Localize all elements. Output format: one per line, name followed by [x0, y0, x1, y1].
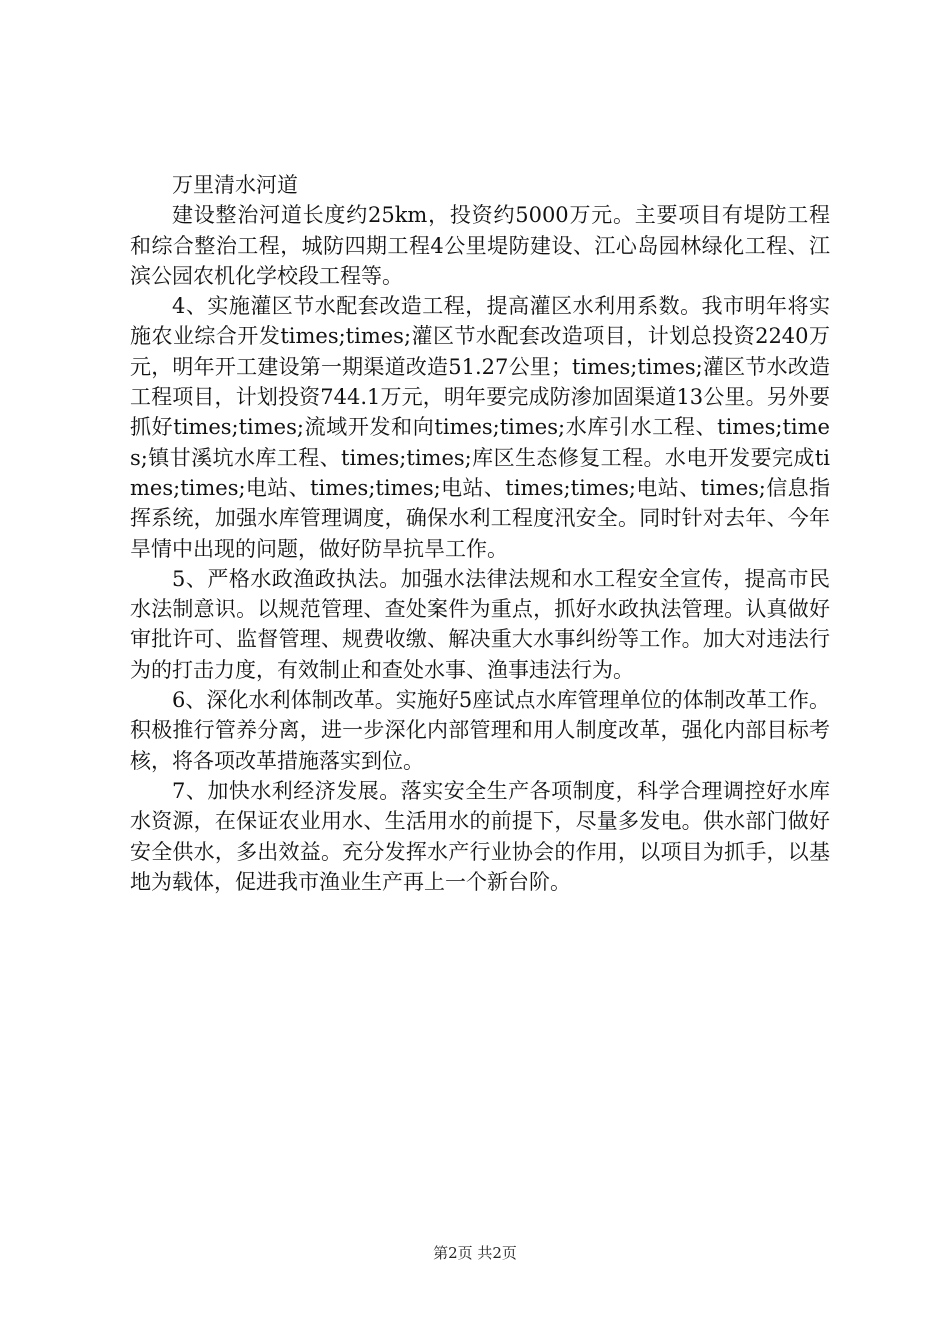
paragraph-item-7: 7、加快水利经济发展。落实安全生产各项制度，科学合理调控好水库水资源，在保证农业用水、生活用水的前提下，尽量多发电。供水部门做好安全供水，多出效益。充分发挥水产行业协会的作用，以项目为抓手，以基地为载体，促进我市渔业生产再上一个新台阶。 [130, 778, 830, 894]
page-number-footer: 第2页 共2页 [433, 1244, 517, 1262]
paragraph-item-5: 5、严格水政渔政执法。加强水法律法规和水工程安全宣传，提高市民水法制意识。以规范管理、查处案件为重点，抓好水政执法管理。认真做好审批许可、监督管理、规费收缴、解决重大水事纠纷等工作。加大对违法行为的打击力度，有效制止和查处水事、渔事违法行为。 [130, 566, 830, 682]
document-body [130, 170, 830, 897]
paragraph-item-6: 6、深化水利体制改革。实施好5座试点水库管理单位的体制改革工作。积极推行管养分离，进一步深化内部管理和用人制度改革，强化内部目标考核，将各项改革措施落实到位。 [130, 688, 830, 773]
paragraph-item-4: 4、实施灌区节水配套改造工程，提高灌区水利用系数。我市明年将实施农业综合开发times;times;灌区节水配套改造项目，计划总投资2240万元，明年开工建设第一期渠道改造51.27公里；times;times;灌区节水改造工程项目，计划投资744.1万元，明年要完成防渗加固渠道13公里。另外要抓好times;times;流域开发和向times;times;水库引水工程、times;times;镇甘溪坑水库工程、times;times;库区生态修复工程。水电开发要完成times;times;电站、times;times;电站、times;times;电站、times;信息指挥系统，加强水库管理调度，确保水利工程度汛安全。同时针对去年、今年旱情中出现的问题，做好防旱抗旱工作。 [130, 294, 830, 561]
paragraph-heading-river: 万里清水河道 [172, 173, 298, 197]
paragraph-river-project: 建设整治河道长度约25km，投资约5000万元。主要项目有堤防工程和综合整治工程，城防四期工程4公里堤防建设、江心岛园林绿化工程、江滨公园农机化学校段工程等。 [130, 203, 830, 288]
